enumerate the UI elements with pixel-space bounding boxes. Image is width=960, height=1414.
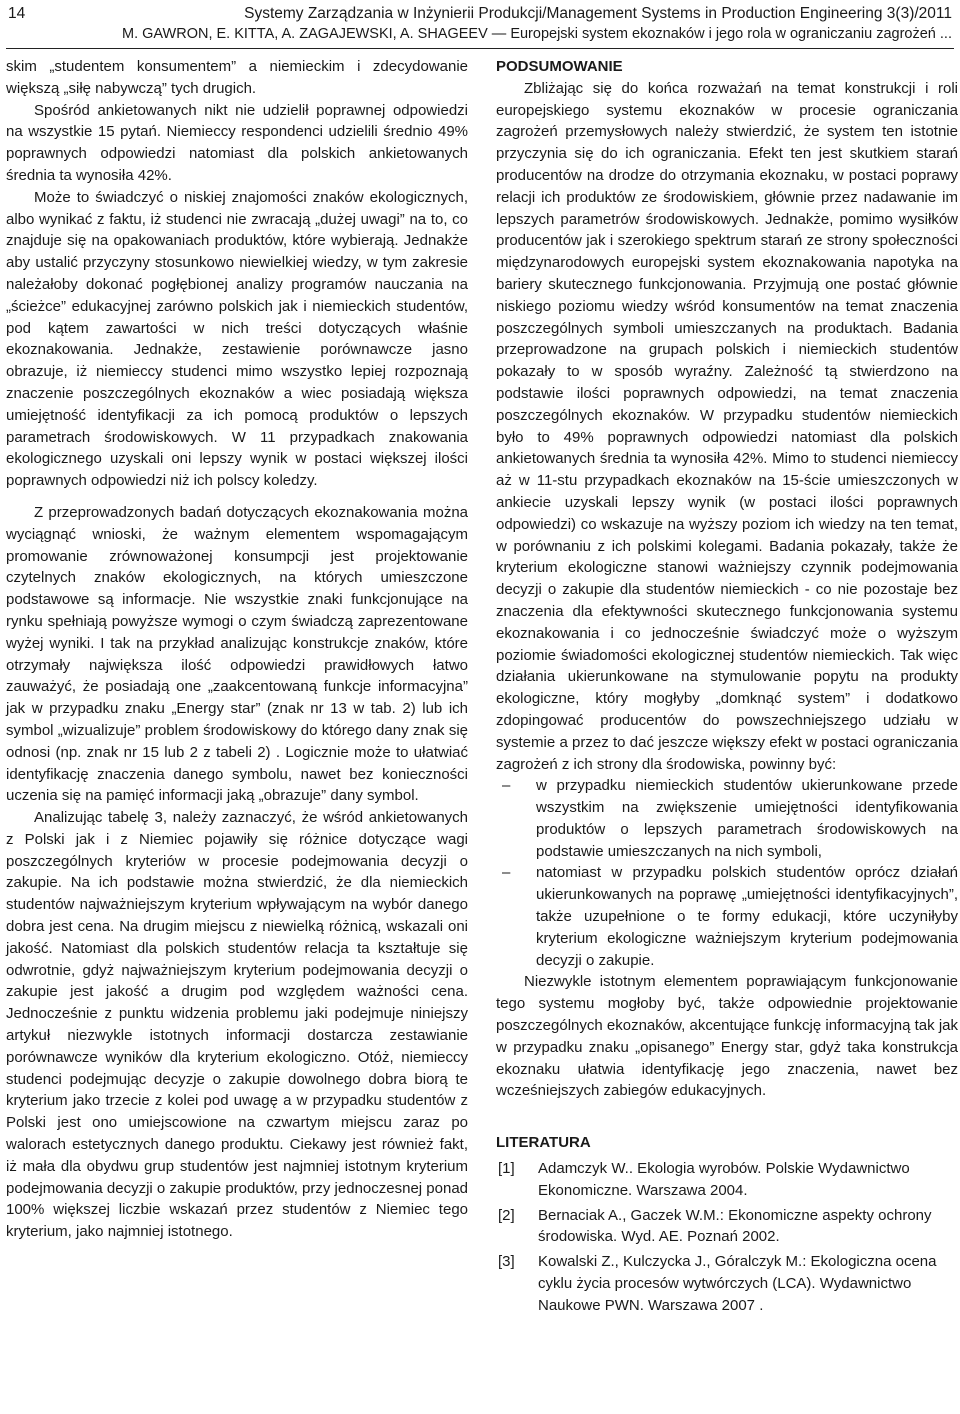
reference-text: Adamczyk W.. Ekologia wyrobów. Polskie Wydawnictwo Ekonomiczne. Warszawa 2004. (538, 1160, 910, 1199)
list-item (496, 775, 958, 862)
dash-bullet-icon: – (502, 864, 511, 882)
reference-item (496, 1251, 958, 1316)
reference-number: [3] (498, 1253, 515, 1271)
left-column (6, 56, 468, 1243)
paragraph: skim „studentem konsumentem” a niemieckim i zdecydowanie większą „siłę nabywczą” tych drugich. (6, 58, 468, 97)
list-item (496, 862, 958, 971)
paragraph: Z przeprowadzonych badań dotyczących ekoznakowania można wyciągnąć wnioski, że ważnym elementem wspomagającym promowanie zrównoważonej konsumpcji jest projektowanie czytelnych znaków ekologicznych, na których umieszczone podstawowe są informacje. Nie wszystkie znaki funkcjonujące na rynku spełniają powyższe wymogi o czym świadczą zaprezentowane wyżej wyniki. I tak na przykład analizując konstrukcje znaków, które otrzymały największa ilość odpowiedzi prawidłowych łatwo zauważyć, że posiadają one „zaakcentowaną funkcje informacyjna” jak w przypadku znaku „Energy star” (znak nr 13 w tab. 2) lub ich symbol „wizualizuje” problem środowiskowy do którego dany znak się odnosi (np. znak nr 15 lub 2 z tabeli 2) . Logicznie może to ułatwiać identyfikację znaczenia danego symbolu, nawet bez konieczności uczenia się na pamięć informacji jaką „obrazuje” dany symbol. (6, 503, 468, 805)
reference-number: [1] (498, 1160, 515, 1178)
reference-text: Kowalski Z., Kulczycka J., Góralczyk M.: Ekologiczna ocena cyklu życia procesów wytwórczych (LCA). Wydawnictwo Naukowe PWN. Warszawa 2007 . (538, 1253, 937, 1314)
running-header (6, 4, 954, 49)
summary-heading: PODSUMOWANIE (496, 58, 623, 75)
paragraph: Spośród ankietowanych nikt nie udzielił poprawnej odpowiedzi na wszystkie 15 pytań. Niemieccy respondenci udzielili średnio 49% poprawnych odpowiedzi natomiast dla polskich ankietowanych średnia ta wynosiła 42%. (6, 101, 468, 184)
reference-item (496, 1205, 958, 1249)
page-number: 14 (8, 5, 26, 22)
right-column (496, 56, 958, 1320)
bullet-list (496, 775, 958, 971)
reference-number: [2] (498, 1206, 515, 1224)
reference-item (496, 1158, 958, 1202)
list-item-text: w przypadku niemieckich studentów ukierunkowane przede wszystkim na zwiększenie umiejętności identyfikowania produktów o lepszych parametrach środowiskowych na podstawie umieszczanych na nich symboli, (536, 777, 958, 860)
body-columns (6, 56, 956, 1414)
journal-title: Systemy Zarządzania w Inżynierii Produkcji/Management Systems in Production Engineering 3(3)/2011 (244, 5, 952, 22)
literature-heading: LITERATURA (496, 1134, 591, 1152)
closing-paragraph: Niezwykle istotnym elementem poprawiającym funkcjonowanie tego systemu mogłoby być, także odpowiednie projektowanie poszczególnych ekoznaków, akcentujące funkcję informacyjną tak jak w przypadku znaku „opisanego” Energy star, gdyż taka konstrukcja ekoznaku ułatwia identyfikację jego znaczenia, nawet bez wcześniejszych zabiegów edukacyjnych. (496, 973, 958, 1100)
dash-bullet-icon: – (502, 777, 511, 795)
reference-list (496, 1158, 958, 1317)
reference-text: Bernaciak A., Gaczek W.M.: Ekonomiczne aspekty ochrony środowiska. Wyd. AE. Poznań 2002. (538, 1206, 932, 1246)
summary-paragraph: Zbliżając się do końca rozważań na temat konstrukcji i roli europejskiego systemu ekoznaków w procesie ograniczania zagrożeń przemysłowych należy stwierdzić, że system ten istotnie przyczynia się do ich ograniczania. Efekt ten jest skutkiem starań producentów na drodze do otrzymania ekoznaku, w postaci poprawy relacji ich produktów ze środowiskiem, głównie przez nadawanie im lepszych parametrów środowiskowych. Jednakże, pomimo wysiłków producentów jak i szerokiego spektrum starań ze strony społeczności międzynarodowych europejski system ekoznakowania napotyka na bariery skutecznego funkcjonowania. Przyjmują one postać głównie niskiego poziomu wiedzy wśród konsumentów na temat znaczenia poszczególnych symboli umieszczanych na produktach. Badania przeprowadzone na grupach polskich i niemieckich studentów pokazały to w sposób wyraźny. Zależność tą stwierdzono na podstawie ilości poprawnych odpowiedzi, na temat znaczenia poszczególnych ekoznaków. W przypadku studentów niemieckich było to 49% poprawnych odpowiedzi natomiast dla polskich ankietowanych średnia ta wynosiła 42%. Mimo to studenci niemieccy aż w 11-stu przypadkach ekoznaków na 15-ście umieszczonych w ankiecie uzyskali lepszy wynik (w postaci ilości poprawnych odpowiedzi) co wskazuje na wyższy poziom ich wiedzy na ten temat, w porównaniu z ich polskimi kolegami. Badania pokazały, także że kryterium ekologiczne stanowi ważniejszy czynnik podejmowania decyzji o zakupie dla studentów niemieckich - co nie pozostaje bez znaczenia dla efektywności skutecznego funkcjonowania systemu ekoznakowania i co jednocześnie świadczyć może o wyższym poziomie świadomości ekologicznej studentów niemieckich. Tak więc działania ukierunkowane na stymulowanie popytu na produkty ekologiczne, który mogłyby „domknąć system” i dodatkowo zdopingować producentów do powszechniejszego udziału w systemie a przez to dać jeszcze większy efekt w postaci ograniczania zagrożeń z ich strony dla środowiska, powinny być: (496, 79, 958, 773)
article-authors-title: M. GAWRON, E. KITTA, A. ZAGAJEWSKI, A. SHAGEEV — Europejski system ekoznaków i jego rola w ograniczaniu zagrożeń ... (121, 26, 952, 42)
paragraph: Może to świadczyć o niskiej znajomości znaków ekologicznych, albo wynikać z faktu, iż studenci nie zwracają „dużej uwagi” na to, co znajduje się na opakowaniach produktów, które wybierają. Jednakże aby ustalić przyczyny stosunkowo niewielkiej wiedzy, w tym zakresie należałoby dokonać pogłębionej analizy programów nauczania na „ścieżce” edukacyjnej zarówno polskich jak i niemieckich studentów, pod kątem zawartości w nich treści dotyczących właśnie ekoznakowania. Jednakże, zestawienie porównawcze jasno obrazuje, iż niemieccy studenci mimo wszystko lepiej rozpoznają znaczenie poszczególnych ekoznaków a wiec posiadają większa umiejętność identyfikacji za ich pomocą produktów o lepszych parametrach środowiskowych. W 11 przypadkach znakowania ekologicznego uzyskali oni lepszy wynik w postaci większej ilości poprawnych odpowiedzi niż ich polscy koledzy. (6, 188, 468, 490)
paragraph: Analizując tabelę 3, należy zaznaczyć, że wśród ankietowanych z Polski jak i z Niemiec pojawiły się różnice dotyczące wagi poszczególnych kryteriów w procesie podejmowania decyzji o zakupie. Na ich podstawie można stwierdzić, że dla niemieckich studentów najważniejszym kryterium wpływającym na wybór danego dobra jest cena. Na drugim miejscu z niewielką różnicą, wskazali oni jakość. Natomiast dla polskich studentów relacja ta kształtuje się odwrotnie, gdyż najważniejszym kryterium podejmowania decyzji o zakupie jest jakość a drugim pod względem ważności cena. Jednocześnie z punktu widzenia problemu jaki podejmuje niniejszy artykuł niezwykle istotnych informacji dostarcza zestawianie porównawcze wyników dla kryterium ekologiczno. Otóż, niemieccy studenci podejmując decyzje o zakupie dowolnego dobra biorą te kryterium jako trzecie z kolei pod uwagę a w przypadku studentów z Polski jest ono umiejscowione na czwartym miejscu zaraz po walorach estetycznych danego produktu. Ciekawy jest również fakt, iż mała dla obydwu grup studentów jest najmniej istotnym kryterium podejmowania decyzji o zakupie produktów, przy jednoczesnej ponad 100% większej liczbie wskazań przez studentów z Niemiec tego kryterium, jako najmniej istotnego. (6, 809, 468, 1241)
list-item-text: natomiast w przypadku polskich studentów oprócz działań ukierunkowanych na poprawę „umiejętności identyfikacyjnych”, także uzupełnione o te formy edukacji, które uczyniłyby kryterium ekologiczne ważniejszym kryterium podejmowania decyzji o zakupie. (536, 864, 958, 969)
